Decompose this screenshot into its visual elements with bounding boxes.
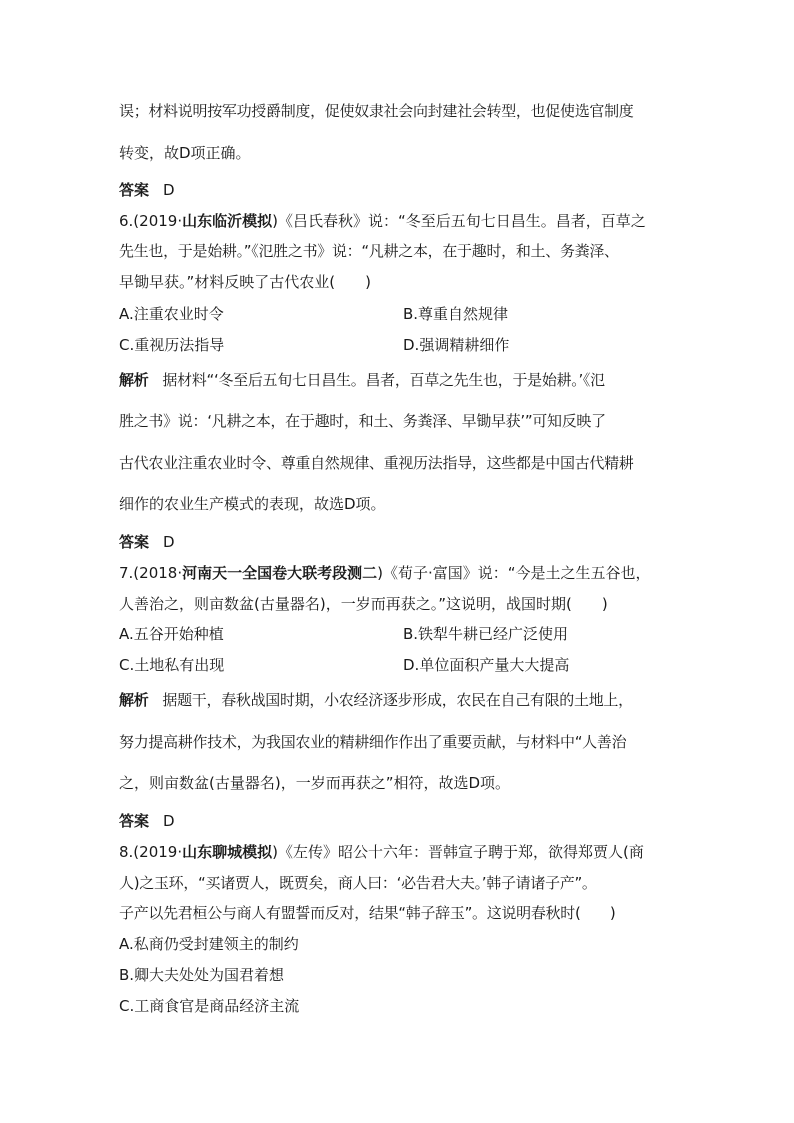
question-number: 8.(2019· <box>119 843 183 861</box>
intro-line-1: 误；材料说明按军功授爵制度，促使奴隶社会向封建社会转型，也促使选官制度 <box>119 102 634 120</box>
option-d: D.强调精耕细作 <box>403 336 510 354</box>
option-a: A.私商仍受封建领主的制约 <box>119 935 299 953</box>
answer-label: 答案 <box>119 812 150 830</box>
option-b: B.卿大夫处处为国君着想 <box>119 966 285 984</box>
analysis-line-2: 努力提高耕作技术，为我国农业的精耕细作作出了重要贡献，与材料中“人善治 <box>119 733 627 751</box>
answer-row <box>119 811 175 831</box>
question-8-stem-line-1 <box>119 842 644 862</box>
answer-value: D <box>163 812 175 830</box>
analysis-text: 据材料“‘冬至后五旬七日昌生。昌者，百草之先生也，于是始耕。’《氾 <box>162 371 605 389</box>
analysis-line-3: 之，则亩数盆(古量器名)，一岁而再获之”相符，故选D项。 <box>119 774 511 792</box>
option-b: B.尊重自然规律 <box>403 305 509 323</box>
question-stem-text: 《左传》昭公十六年：晋韩宣子聘于郑，欲得郑贾人(商 <box>277 843 644 861</box>
option-a: A.五谷开始种植 <box>119 625 224 643</box>
question-stem-text: 《荀子·富国》说：“今是土之生五谷也， <box>382 564 651 582</box>
answer-label: 答案 <box>119 181 150 199</box>
question-6-stem-line-1 <box>119 211 646 231</box>
option-d: D.单位面积产量大大提高 <box>403 656 570 674</box>
analysis-text: 据题干，春秋战国时期，小农经济逐步形成，农民在自己有限的土地上， <box>162 691 633 709</box>
analysis-line-3: 古代农业注重农业时令、尊重自然规律、重视历法指导，这些都是中国古代精耕 <box>119 454 634 472</box>
question-7-stem-line-1 <box>119 563 651 583</box>
question-source: 山东聊城模拟 <box>182 843 273 861</box>
answer-row <box>119 532 175 552</box>
question-7-stem-line-2: 人善治之，则亩数盆(古量器名)，一岁而再获之。”这说明，战国时期( ) <box>119 595 608 613</box>
analysis-label: 解析 <box>119 691 149 709</box>
analysis-label: 解析 <box>119 371 149 389</box>
question-number: 7.(2018· <box>119 564 183 582</box>
analysis-line-2: 胜之书》说：‘凡耕之本，在于趣时，和土、务粪泽、早锄早获’”可知反映了 <box>119 412 606 430</box>
option-c: C.重视历法指导 <box>119 336 225 354</box>
analysis-line-4: 细作的农业生产模式的表现，故选D项。 <box>119 495 386 513</box>
analysis-line-1 <box>119 690 633 710</box>
question-8-stem-line-2: 人)之玉环，“买诸贾人，既贾矣，商人曰：‘必告君大夫。’韩子请诸子产”。 <box>119 874 597 892</box>
answer-label: 答案 <box>119 533 150 551</box>
option-c: C.土地私有出现 <box>119 656 225 674</box>
question-6-stem-line-3: 早锄早获。”材料反映了古代农业( ) <box>119 273 371 291</box>
answer-value: D <box>163 533 175 551</box>
option-a: A.注重农业时令 <box>119 305 224 323</box>
answer-row <box>119 180 175 200</box>
option-b: B.铁犁牛耕已经广泛使用 <box>403 625 569 643</box>
option-c: C.工商食官是商品经济主流 <box>119 997 300 1015</box>
question-6-stem-line-2: 先生也，于是始耕。”《氾胜之书》说：“凡耕之本，在于趣时，和土、务粪泽、 <box>119 242 619 260</box>
question-source: 山东临沂模拟 <box>182 212 273 230</box>
question-source: 河南天一全国卷大联考段测二 <box>182 564 378 582</box>
intro-line-2: 转变，故D项正确。 <box>119 144 251 162</box>
question-source-close: ) <box>272 843 278 861</box>
question-number: 6.(2019· <box>119 212 183 230</box>
analysis-line-1 <box>119 370 605 390</box>
question-source-close: ) <box>272 212 278 230</box>
question-stem-text: 《吕氏春秋》说：“冬至后五旬七日昌生。昌者，百草之 <box>277 212 646 230</box>
question-source-close: ) <box>377 564 383 582</box>
question-8-stem-line-3: 子产以先君桓公与商人有盟誓而反对，结果“韩子辞玉”。这说明春秋时( ) <box>119 904 616 922</box>
answer-value: D <box>163 181 175 199</box>
